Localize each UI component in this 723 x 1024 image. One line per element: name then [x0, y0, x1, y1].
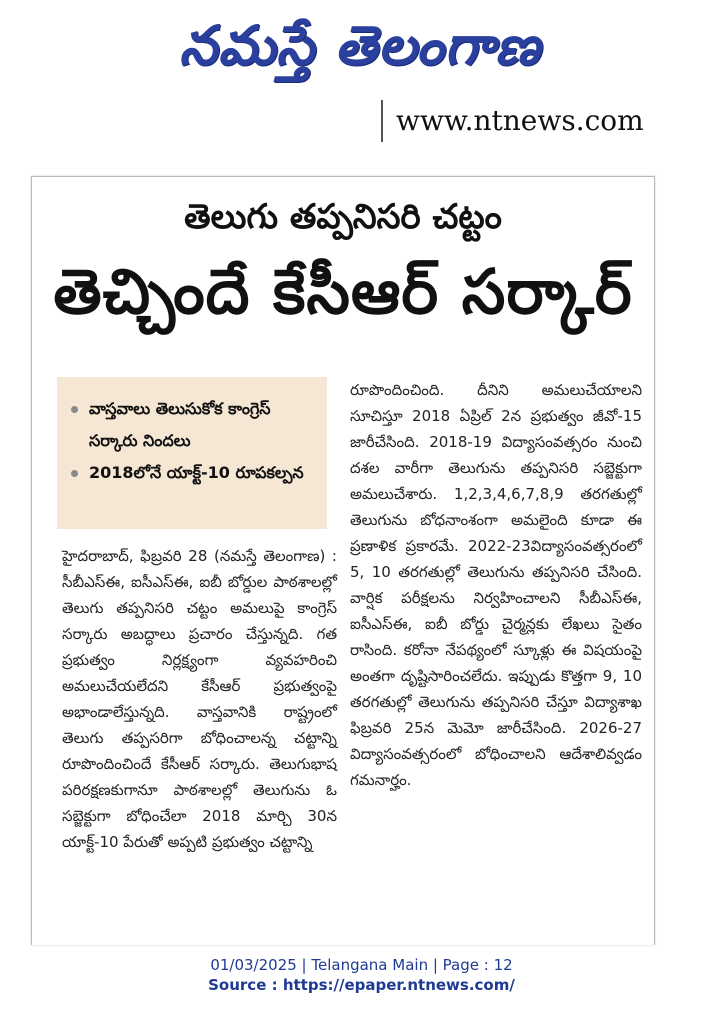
website-url: www.ntnews.com [396, 104, 644, 137]
article-kicker: తెలుగు తప్పనిసరి చట్టం [184, 197, 502, 237]
article-clipping [31, 176, 655, 945]
highlight-text: 2018లోనే యాక్ట్-10 రూపకల్పన [89, 463, 304, 482]
bullet-icon [71, 470, 78, 477]
source-link[interactable]: Source : https://epaper.ntnews.com/ [208, 976, 515, 994]
highlight-item [71, 457, 317, 489]
body-column-right [350, 377, 642, 793]
body-text-left: హైదరాబాద్, ఫిబ్రవరి 28 (నమస్తే తెలంగాణ) : సీబీఎస్ఈ, ఐసీఎస్ఈ, ఐబీ బోర్డుల పాఠశాలల్లో తెలుగు తప్పనిసరి చట్టం అమలుపై కాంగ్రెస్ సర్కారు అబద్ధాలు ప్రచారం చేస్తున్నది. గత ప్రభుత్వం నిర్లక్ష్యంగా వ్యవహరించి అమలుచేయలేదని కేసీఆర్ ప్రభుత్వంపై అభాండాలేస్తున్నది. వాస్తవానికి రాష్ట్రంలో తెలుగు తప్పసరిగా బోధించాలన్న చట్టాన్ని రూపొందించిందే కేసీఆర్ సర్కారు. తెలుగుభాష పరిరక్షణకుగానూ పాఠశాలల్లో తెలుగును ఓ సబ్జెక్టుగా బోధించేలా 2018 మార్చి 30న యాక్ట్-10 పేరుతో అప్పటి ప్రభుత్వం చట్టాన్ని [62, 547, 337, 851]
footer [0, 956, 723, 994]
article-headline: తెచ్చిందే కేసీఆర్ సర్కార్ [53, 255, 633, 328]
highlight-text: వాస్తవాలు తెలుసుకోక కాంగ్రెస్ సర్కారు నిందలు [89, 399, 271, 450]
highlight-item [71, 393, 317, 457]
masthead [0, 0, 723, 92]
bullet-icon [71, 406, 78, 413]
body-text-right: రూపొందించింది. దీనిని అమలుచేయాలని సూచిస్తూ 2018 ఏప్రిల్ 2న ప్రభుత్వం జీవో-15 జారీచేసింది. 2018-19 విద్యాసంవత్సరం నుంచి దశల వారీగా తెలుగును తప్పనిసరి సబ్జెక్టుగా అమలుచేశారు. 1,2,3,4,6,7,8,9 తరగతుల్లో తెలుగును బోధనాంశంగా అమలైంది కూడా ఈ ప్రణాళిక ప్రకారమే. 2022-23విద్యాసంవత్సరంలో 5, 10 తరగతుల్లో తెలుగును తప్పనిసరి చేసింది. వార్షిక పరీక్షలను నిర్వహించాలని సీబీఎస్ఈ, ఐసీఎస్ఈ, ఐబీ బోర్డు చైర్మన్లకు లేఖలు సైతం రాసింది. కరోనా నేపథ్యంలో స్కూళ్లు ఈ విషయంపై అంతగా దృష్టిసారించలేదు. ఇప్పుడు కొత్తగా 9, 10 తరగతుల్లో తెలుగును తప్పనిసరి చేస్తూ విద్యాశాఖ ఫిబ్రవరి 25న మెమో జారీచేసింది. 2026-27 విద్యాసంవత్సరంలో బోధించాలని ఆదేశాలివ్వడం గమనార్హం. [350, 381, 642, 789]
edition-info: 01/03/2025 | Telangana Main | Page : 12 [210, 956, 513, 974]
newspaper-logo: నమస్తే తెలంగాణ [179, 14, 541, 77]
highlights-box [57, 377, 327, 529]
body-column-left [62, 543, 337, 855]
divider [381, 100, 383, 142]
